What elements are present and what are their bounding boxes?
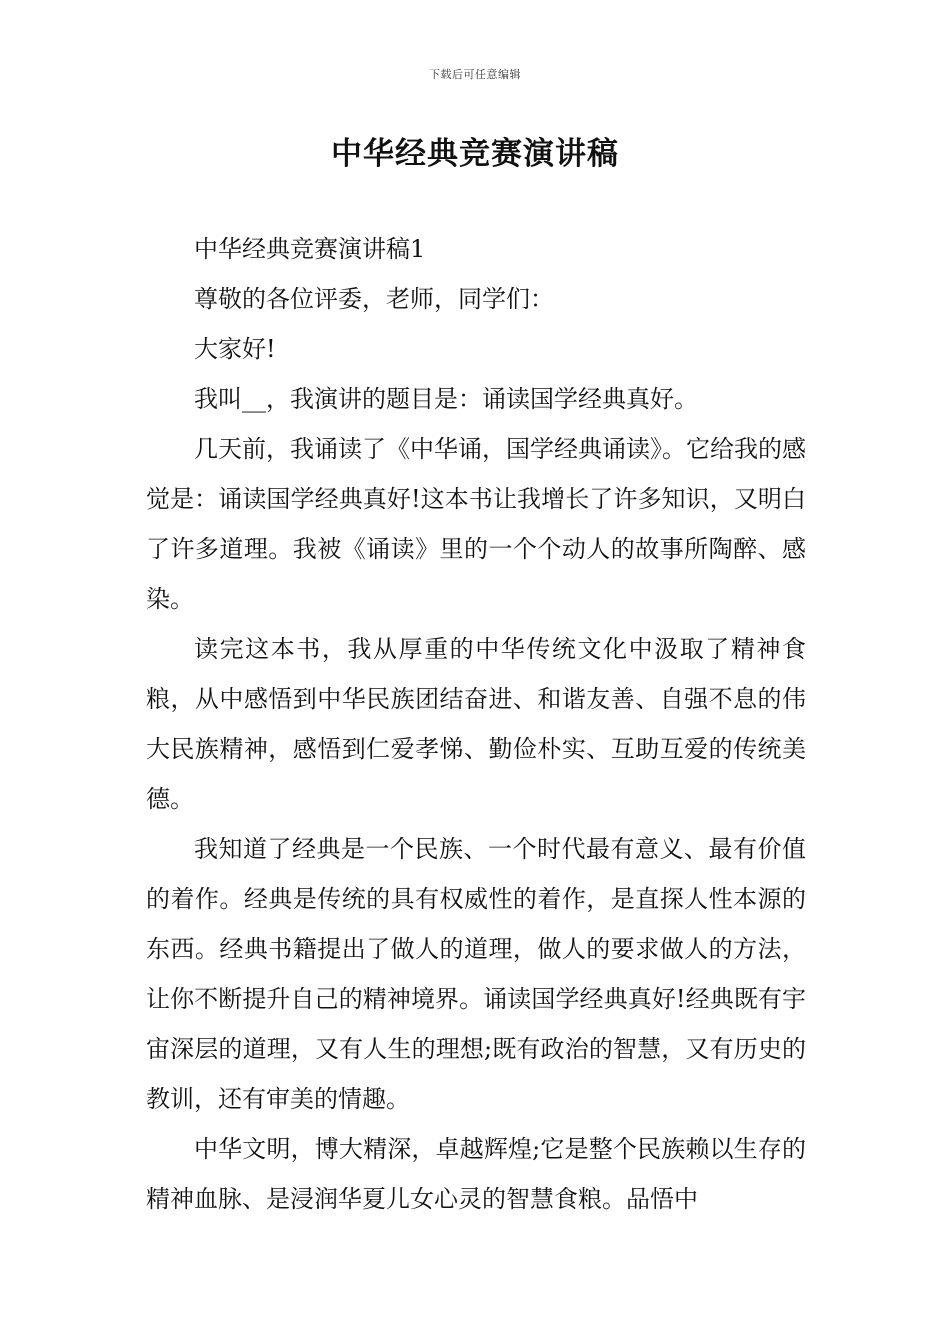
document-title: 中华经典竞赛演讲稿 (331, 136, 619, 172)
paragraph-body-3: 我知道了经典是一个民族、一个时代最有意义、最有价值的着作。经典是传统的具有权威性的着作，是直探人性本源的东西。经典书籍提出了做人的道理，做人的要求做人的方法，让你不断提升自己的精神境界。诵读国学经典真好!经典既有宇宙深层的道理，又有人生的理想;既有政治的智慧，又有历史的教训，还有审美的情趣。 (146, 835, 806, 1113)
paragraph-body-1: 几天前，我诵读了《中华诵，国学经典诵读》。它给我的感觉是：诵读国学经典真好!这本书让我增长了许多知识，又明白了许多道理。我被《诵读》里的一个个动人的故事所陶醉、感染。 (146, 435, 806, 613)
paragraph-subtitle: 中华经典竞赛演讲稿1 (194, 235, 426, 263)
paragraph-intro: 我叫__，我演讲的题目是：诵读国学经典真好。 (194, 385, 698, 413)
paragraph-salutation: 尊敬的各位评委，老师，同学们： (194, 285, 554, 313)
paragraph-body-4: 中华文明，博大精深，卓越辉煌;它是整个民族赖以生存的精神血脉、是浸润华夏儿女心灵的智慧食粮。品悟中 (146, 1135, 806, 1213)
document-body (146, 224, 806, 1224)
header-note: 下载后可任意编辑 (429, 68, 521, 81)
paragraph-body-2: 读完这本书，我从厚重的中华传统文化中汲取了精神食粮，从中感悟到中华民族团结奋进、和谐友善、自强不息的伟大民族精神，感悟到仁爱孝悌、勤俭朴实、互助互爱的传统美德。 (146, 635, 806, 813)
paragraph-greeting: 大家好! (194, 335, 276, 363)
